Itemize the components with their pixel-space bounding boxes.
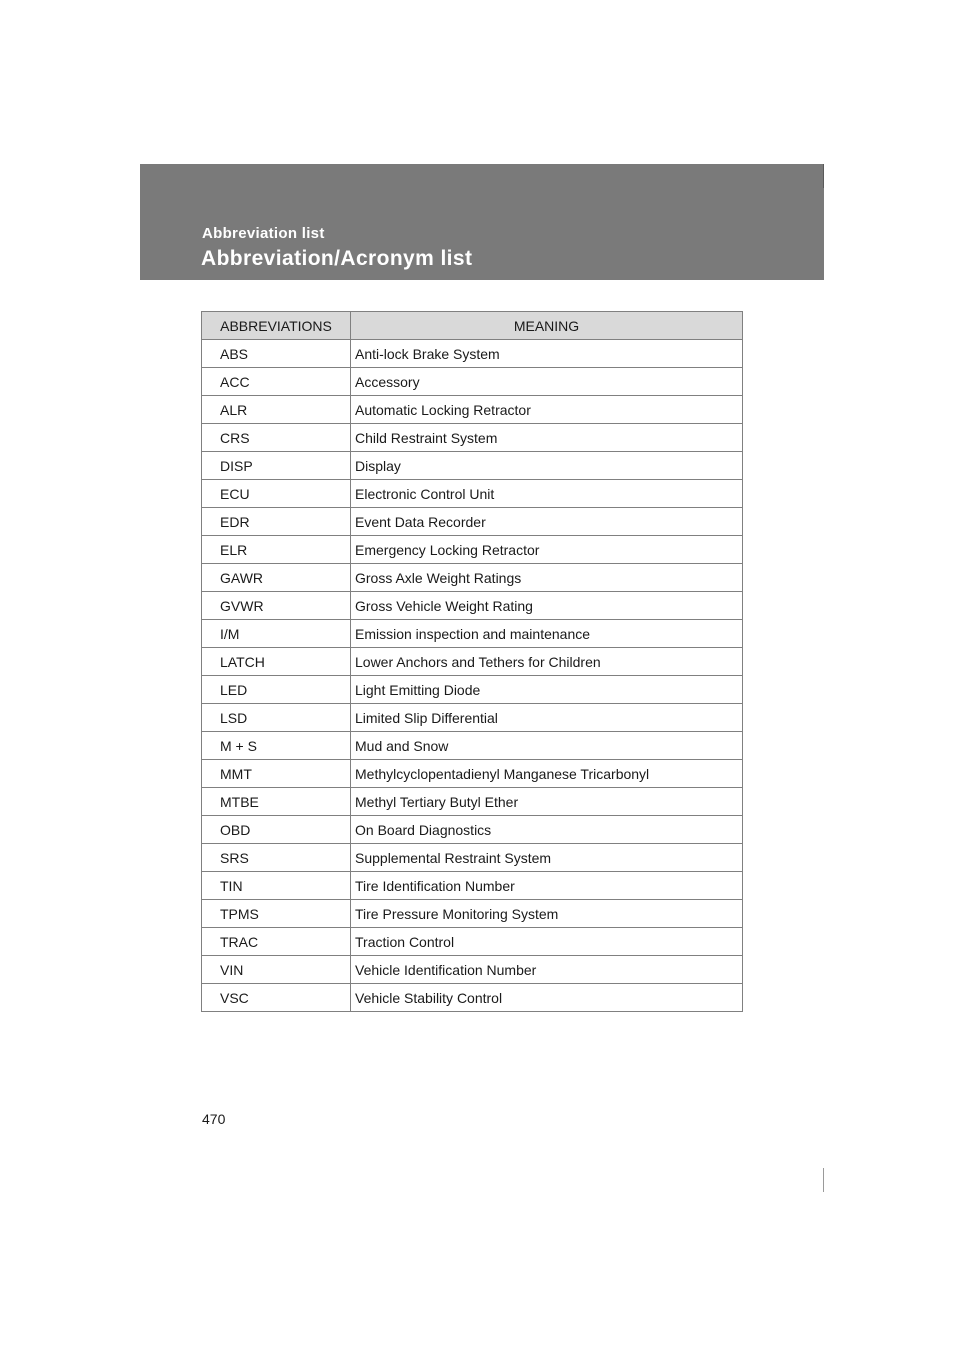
abbreviation-cell: SRS bbox=[202, 844, 351, 872]
meaning-cell: Vehicle Identification Number bbox=[351, 956, 743, 984]
table-row bbox=[202, 704, 743, 732]
abbreviation-cell: CRS bbox=[202, 424, 351, 452]
table-row bbox=[202, 956, 743, 984]
meaning-cell: On Board Diagnostics bbox=[351, 816, 743, 844]
table-row bbox=[202, 900, 743, 928]
abbreviation-cell: LED bbox=[202, 676, 351, 704]
abbreviation-cell: DISP bbox=[202, 452, 351, 480]
table-row bbox=[202, 732, 743, 760]
table-row bbox=[202, 648, 743, 676]
abbreviation-cell: TIN bbox=[202, 872, 351, 900]
table-row bbox=[202, 424, 743, 452]
abbreviation-cell: ECU bbox=[202, 480, 351, 508]
abbreviation-cell: VIN bbox=[202, 956, 351, 984]
abbreviation-cell: OBD bbox=[202, 816, 351, 844]
table-row bbox=[202, 340, 743, 368]
meaning-cell: Limited Slip Differential bbox=[351, 704, 743, 732]
abbreviation-cell: VSC bbox=[202, 984, 351, 1012]
table-row bbox=[202, 928, 743, 956]
abbreviation-cell: TPMS bbox=[202, 900, 351, 928]
column-header-abbreviations: ABBREVIATIONS bbox=[202, 312, 351, 340]
abbreviation-cell: I/M bbox=[202, 620, 351, 648]
meaning-cell: Emission inspection and maintenance bbox=[351, 620, 743, 648]
table-row bbox=[202, 368, 743, 396]
abbreviation-cell: GAWR bbox=[202, 564, 351, 592]
meaning-cell: Light Emitting Diode bbox=[351, 676, 743, 704]
meaning-cell: Tire Identification Number bbox=[351, 872, 743, 900]
meaning-cell: Gross Axle Weight Ratings bbox=[351, 564, 743, 592]
section-label: Abbreviation list bbox=[202, 225, 325, 242]
meaning-cell: Tire Pressure Monitoring System bbox=[351, 900, 743, 928]
table-row bbox=[202, 676, 743, 704]
page-title: Abbreviation/Acronym list bbox=[201, 247, 473, 270]
meaning-cell: Supplemental Restraint System bbox=[351, 844, 743, 872]
abbreviation-cell: ELR bbox=[202, 536, 351, 564]
crop-mark-bottom bbox=[823, 1168, 824, 1192]
table-row bbox=[202, 452, 743, 480]
meaning-cell: Event Data Recorder bbox=[351, 508, 743, 536]
meaning-cell: Emergency Locking Retractor bbox=[351, 536, 743, 564]
table-row bbox=[202, 536, 743, 564]
meaning-cell: Traction Control bbox=[351, 928, 743, 956]
abbreviation-cell: MTBE bbox=[202, 788, 351, 816]
meaning-cell: Display bbox=[351, 452, 743, 480]
abbreviation-cell: ALR bbox=[202, 396, 351, 424]
meaning-cell: Vehicle Stability Control bbox=[351, 984, 743, 1012]
table-row bbox=[202, 984, 743, 1012]
table-row bbox=[202, 480, 743, 508]
table-row bbox=[202, 816, 743, 844]
abbreviation-cell: LATCH bbox=[202, 648, 351, 676]
meaning-cell: Mud and Snow bbox=[351, 732, 743, 760]
meaning-cell: Methyl Tertiary Butyl Ether bbox=[351, 788, 743, 816]
abbreviation-cell: ABS bbox=[202, 340, 351, 368]
meaning-cell: Anti-lock Brake System bbox=[351, 340, 743, 368]
meaning-cell: Automatic Locking Retractor bbox=[351, 396, 743, 424]
meaning-cell: Electronic Control Unit bbox=[351, 480, 743, 508]
abbreviation-cell: GVWR bbox=[202, 592, 351, 620]
abbreviation-cell: MMT bbox=[202, 760, 351, 788]
meaning-cell: Methylcyclopentadienyl Manganese Tricarbonyl bbox=[351, 760, 743, 788]
section-header-band bbox=[140, 164, 824, 280]
column-header-meaning: MEANING bbox=[351, 312, 743, 340]
abbreviation-cell: EDR bbox=[202, 508, 351, 536]
table-header-row bbox=[202, 312, 743, 340]
table-row bbox=[202, 396, 743, 424]
table-row bbox=[202, 592, 743, 620]
meaning-cell: Gross Vehicle Weight Rating bbox=[351, 592, 743, 620]
table-row bbox=[202, 872, 743, 900]
abbreviation-cell: M + S bbox=[202, 732, 351, 760]
abbreviation-table-container bbox=[201, 311, 742, 1012]
page-number: 470 bbox=[202, 1111, 226, 1127]
meaning-cell: Child Restraint System bbox=[351, 424, 743, 452]
meaning-cell: Accessory bbox=[351, 368, 743, 396]
table-row bbox=[202, 564, 743, 592]
table-row bbox=[202, 788, 743, 816]
abbreviation-cell: LSD bbox=[202, 704, 351, 732]
table-row bbox=[202, 508, 743, 536]
table-row bbox=[202, 620, 743, 648]
table-row bbox=[202, 844, 743, 872]
table-body bbox=[202, 340, 743, 1012]
table-row bbox=[202, 760, 743, 788]
abbreviation-cell: ACC bbox=[202, 368, 351, 396]
crop-mark-top bbox=[823, 164, 824, 188]
abbreviation-table bbox=[201, 311, 743, 1012]
abbreviation-cell: TRAC bbox=[202, 928, 351, 956]
meaning-cell: Lower Anchors and Tethers for Children bbox=[351, 648, 743, 676]
